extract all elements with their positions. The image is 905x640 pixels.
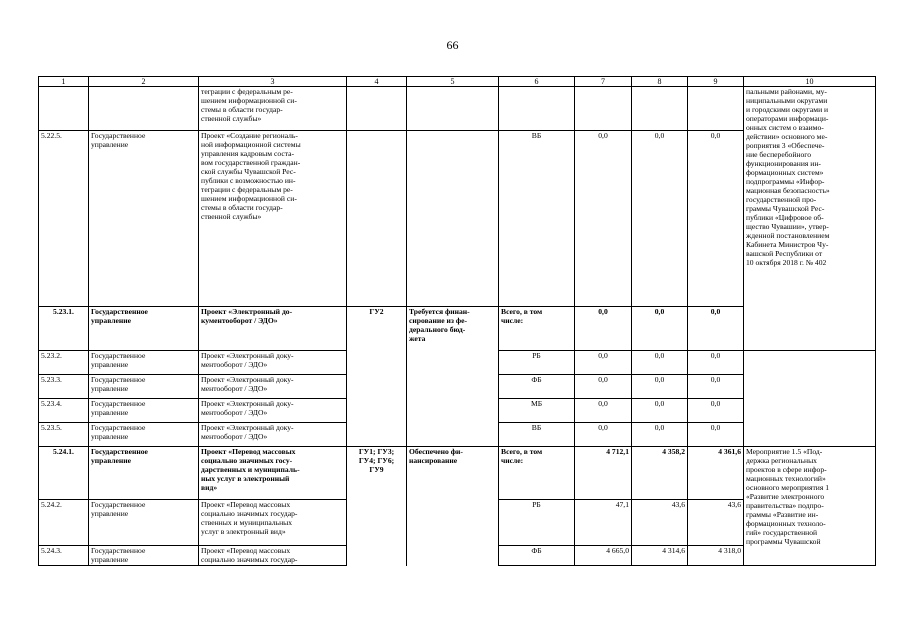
table-row (39, 399, 876, 423)
cell-goal (347, 375, 407, 399)
cell-value: 4 318,0 (688, 546, 744, 566)
cell-value: 4 712,1 (575, 447, 632, 500)
cell-status (407, 375, 499, 399)
cell-code: 5.23.5. (39, 423, 89, 447)
cell-goal: ГУ2 (347, 307, 407, 351)
cell-source: Всего, в том числе: (499, 307, 575, 351)
cell-status (407, 131, 499, 307)
cell-value (632, 87, 688, 131)
cell-program-link (744, 423, 876, 447)
cell-value: 0,0 (575, 423, 632, 447)
cell-status: Обеспечено фи- нансирование (407, 447, 499, 500)
cell-goal (347, 500, 407, 546)
cell-source: ФБ (499, 546, 575, 566)
cell-project: Проект «Электронный до- кументооборот / ЭДО» (199, 307, 347, 351)
cell-code: 5.24.1. (39, 447, 89, 500)
cell-sector: Государственное управление (89, 447, 199, 500)
cell-project: Проект «Перевод массовых социально значимых государ- (199, 546, 347, 566)
cell-value (688, 87, 744, 131)
cell-value: 0,0 (688, 423, 744, 447)
cell-code: 5.23.4. (39, 399, 89, 423)
cell-code: 5.24.2. (39, 500, 89, 546)
cell-status: Требуется финан- сирование из фе- дерального бюд- жета (407, 307, 499, 351)
cell-project: Проект «Перевод массовых социально значимых госу- дарственных и муниципаль- ных услуг в электронный вид» (199, 447, 347, 500)
cell-value: 0,0 (632, 375, 688, 399)
cell-goal (347, 399, 407, 423)
cell-value: 0,0 (575, 307, 632, 351)
cell-value: 0,0 (575, 375, 632, 399)
header-row (39, 77, 876, 87)
cell-value: 0,0 (688, 307, 744, 351)
cell-goal (347, 87, 407, 131)
cell-project: Проект «Электронный доку- ментооборот / ЭДО» (199, 375, 347, 399)
cell-value: 4 665,0 (575, 546, 632, 566)
cell-program-link: Мероприятие 1.5 «Под- держка региональных проектов в сфере инфор- мационных технологий» основного мероприятия 1 «Развитие электронного правительства» подпро- граммы «Развитие ин- формационных техноло- гий» государственной программы Чувашской (744, 447, 876, 566)
cell-code: 5.23.1. (39, 307, 89, 351)
cell-program-link (744, 375, 876, 399)
cell-project: Проект «Электронный доку- ментооборот / ЭДО» (199, 351, 347, 375)
cell-sector: Государственное управление (89, 375, 199, 399)
cell-project: Проект «Электронный доку- ментооборот / ЭДО» (199, 399, 347, 423)
cell-sector: Государственное управление (89, 307, 199, 351)
cell-value: 0,0 (688, 131, 744, 307)
cell-value: 0,0 (632, 423, 688, 447)
table-row (39, 351, 876, 375)
cell-value: 0,0 (575, 351, 632, 375)
cell-status (407, 351, 499, 375)
cell-value: 47,1 (575, 500, 632, 546)
cell-program-link: пальными районами, му- ниципальными округами и городскими округами и операторами информаци- онных систем о взаимо- действии» основного ме- роприятия 3 «Обеспече- ние бесперебойного функционирования ин- формационных систем» подпрограммы «Инфор- мационная безопасность» государственной про- граммы Чувашской Рес- публики «Цифровое об- щество Чувашии», утвер- жденной постановлением Кабинета Министров Чу- вашской Республики от 10 октября 2018 г. № 402 (744, 87, 876, 351)
table-row (39, 423, 876, 447)
cell-code (39, 87, 89, 131)
cell-program-link (744, 399, 876, 423)
page-number: 66 (446, 38, 459, 52)
cell-sector: Государственное управление (89, 131, 199, 307)
header-cell: 2 (89, 77, 199, 87)
cell-project: Проект «Электронный доку- ментооборот / ЭДО» (199, 423, 347, 447)
cell-value: 43,6 (688, 500, 744, 546)
cell-value: 0,0 (688, 399, 744, 423)
cell-source: РБ (499, 351, 575, 375)
header-cell: 5 (407, 77, 499, 87)
program-table (38, 76, 876, 566)
header-cell: 10 (744, 77, 876, 87)
cell-goal (347, 131, 407, 307)
cell-source: ВБ (499, 131, 575, 307)
header-cell: 3 (199, 77, 347, 87)
cell-status (407, 500, 499, 546)
cell-program-link (744, 351, 876, 375)
cell-source: Всего, в том числе: (499, 447, 575, 500)
cell-value: 4 361,6 (688, 447, 744, 500)
cell-goal (347, 351, 407, 375)
cell-code: 5.24.3. (39, 546, 89, 566)
cell-goal (347, 423, 407, 447)
cell-sector: Государственное управление (89, 546, 199, 566)
cell-value: 4 358,2 (632, 447, 688, 500)
cell-value: 0,0 (688, 351, 744, 375)
cell-value: 0,0 (632, 399, 688, 423)
cell-sector (89, 87, 199, 131)
cell-value: 0,0 (575, 399, 632, 423)
cell-source: ВБ (499, 423, 575, 447)
header-cell: 6 (499, 77, 575, 87)
cell-sector: Государственное управление (89, 423, 199, 447)
cell-value: 0,0 (688, 375, 744, 399)
cell-source: РБ (499, 500, 575, 546)
cell-sector: Государственное управление (89, 399, 199, 423)
header-cell: 9 (688, 77, 744, 87)
cell-code: 5.23.3. (39, 375, 89, 399)
cell-value: 0,0 (632, 131, 688, 307)
header-cell: 4 (347, 77, 407, 87)
cell-project: теграции с федеральным ре- шением информационной си- стемы в области государ- ственной службы» (199, 87, 347, 131)
cell-sector: Государственное управление (89, 500, 199, 546)
table-row (39, 447, 876, 500)
cell-status (407, 87, 499, 131)
header-cell: 1 (39, 77, 89, 87)
header-cell: 7 (575, 77, 632, 87)
cell-source: МБ (499, 399, 575, 423)
cell-value: 43,6 (632, 500, 688, 546)
cell-status (407, 546, 499, 566)
cell-source: ФБ (499, 375, 575, 399)
cell-value: 0,0 (575, 131, 632, 307)
cell-goal: ГУ1; ГУ3; ГУ4; ГУ6; ГУ9 (347, 447, 407, 500)
cell-project: Проект «Создание региональ- ной информационной системы управления кадровым соста- вом государственной граждан- ской службы Чувашской Рес- публики с возможностью ин- теграции с федеральным ре- шением информационной си- стемы в области государ- ственной службы» (199, 131, 347, 307)
cell-status (407, 423, 499, 447)
table-row (39, 375, 876, 399)
cell-sector: Государственное управление (89, 351, 199, 375)
cell-project: Проект «Перевод массовых социально значимых государ- ственных и муниципальных услуг в электронный вид» (199, 500, 347, 546)
cell-value: 0,0 (632, 351, 688, 375)
cell-code: 5.23.2. (39, 351, 89, 375)
cell-value: 0,0 (632, 307, 688, 351)
cell-source (499, 87, 575, 131)
cell-status (407, 399, 499, 423)
header-cell: 8 (632, 77, 688, 87)
cell-goal (347, 546, 407, 566)
table-row (39, 87, 876, 131)
cell-code: 5.22.5. (39, 131, 89, 307)
cell-value: 4 314,6 (632, 546, 688, 566)
cell-value (575, 87, 632, 131)
